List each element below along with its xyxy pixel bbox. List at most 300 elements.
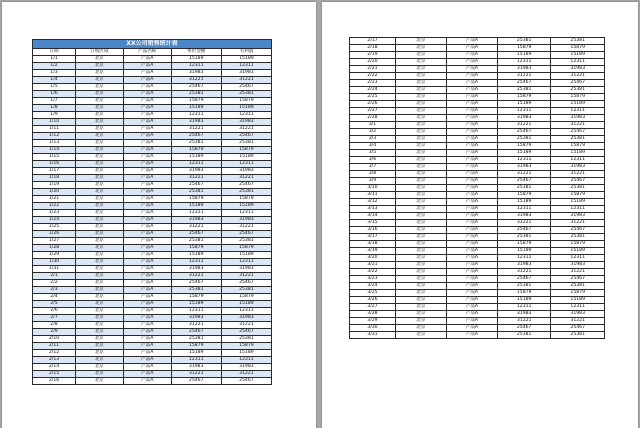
cell-product: 产品A bbox=[123, 378, 171, 385]
cell-unit-amount: 31221 bbox=[171, 175, 221, 182]
cell-unit-amount: 25381 bbox=[497, 136, 551, 143]
cell-region: 北京 bbox=[395, 38, 446, 45]
cell-product: 产品A bbox=[123, 119, 171, 126]
cell-gross-profit: 15879 bbox=[221, 147, 271, 154]
cell-gross-profit: 15189 bbox=[221, 301, 271, 308]
table-row bbox=[33, 196, 272, 203]
cell-gross-profit: 31221 bbox=[551, 122, 605, 129]
cell-product: 产品A bbox=[446, 234, 497, 241]
cell-gross-profit: 15189 bbox=[551, 101, 605, 108]
cell-region: 北京 bbox=[76, 140, 124, 147]
cell-date: 1/26 bbox=[33, 231, 76, 238]
cell-region: 北京 bbox=[76, 56, 124, 63]
cell-date: 2/8 bbox=[33, 322, 76, 329]
cell-date: 2/6 bbox=[33, 308, 76, 315]
cell-unit-amount: 25467 bbox=[171, 231, 221, 238]
cell-region: 北京 bbox=[76, 196, 124, 203]
cell-gross-profit: 31221 bbox=[551, 220, 605, 227]
table-row bbox=[350, 45, 605, 52]
cell-region: 北京 bbox=[76, 203, 124, 210]
cell-gross-profit: 15879 bbox=[551, 241, 605, 248]
cell-gross-profit: 31983 bbox=[221, 364, 271, 371]
cell-region: 北京 bbox=[76, 70, 124, 77]
cell-gross-profit: 31983 bbox=[221, 70, 271, 77]
table-row bbox=[33, 259, 272, 266]
cell-region: 北京 bbox=[76, 378, 124, 385]
cell-gross-profit: 15879 bbox=[221, 98, 271, 105]
cell-product: 产品A bbox=[446, 269, 497, 276]
cell-date: 3/17 bbox=[350, 234, 396, 241]
cell-gross-profit: 15189 bbox=[551, 150, 605, 157]
cell-gross-profit: 15189 bbox=[221, 252, 271, 259]
cell-region: 北京 bbox=[76, 119, 124, 126]
table-row bbox=[350, 227, 605, 234]
cell-product: 产品A bbox=[446, 122, 497, 129]
cell-date: 3/24 bbox=[350, 283, 396, 290]
cell-product: 产品A bbox=[446, 136, 497, 143]
cell-unit-amount: 25467 bbox=[171, 280, 221, 287]
cell-gross-profit: 15189 bbox=[551, 248, 605, 255]
cell-product: 产品A bbox=[123, 98, 171, 105]
cell-unit-amount: 12311 bbox=[171, 357, 221, 364]
cell-region: 北京 bbox=[395, 297, 446, 304]
table-row bbox=[350, 59, 605, 66]
cell-gross-profit: 31983 bbox=[221, 168, 271, 175]
cell-date: 2/28 bbox=[350, 115, 396, 122]
cell-product: 产品A bbox=[123, 189, 171, 196]
cell-region: 北京 bbox=[395, 262, 446, 269]
cell-region: 北京 bbox=[395, 213, 446, 220]
table-row bbox=[33, 245, 272, 252]
cell-region: 北京 bbox=[76, 343, 124, 350]
cell-product: 产品A bbox=[446, 199, 497, 206]
cell-gross-profit: 31983 bbox=[551, 66, 605, 73]
cell-gross-profit: 15189 bbox=[221, 105, 271, 112]
table-row bbox=[350, 297, 605, 304]
cell-gross-profit: 25467 bbox=[551, 129, 605, 136]
cell-date: 3/6 bbox=[350, 157, 396, 164]
cell-unit-amount: 31221 bbox=[171, 322, 221, 329]
cell-product: 产品A bbox=[123, 294, 171, 301]
cell-region: 北京 bbox=[76, 112, 124, 119]
cell-gross-profit: 12311 bbox=[551, 59, 605, 66]
cell-product: 产品A bbox=[446, 178, 497, 185]
header-row bbox=[33, 49, 272, 56]
cell-region: 北京 bbox=[76, 350, 124, 357]
cell-product: 产品A bbox=[123, 224, 171, 231]
cell-region: 北京 bbox=[395, 108, 446, 115]
table-row bbox=[350, 73, 605, 80]
table-row bbox=[33, 343, 272, 350]
print-page-2 bbox=[322, 2, 638, 428]
cell-unit-amount: 15879 bbox=[171, 196, 221, 203]
cell-product: 产品A bbox=[123, 371, 171, 378]
cell-region: 北京 bbox=[76, 336, 124, 343]
cell-date: 3/26 bbox=[350, 297, 396, 304]
cell-region: 北京 bbox=[76, 147, 124, 154]
cell-date: 3/5 bbox=[350, 150, 396, 157]
cell-unit-amount: 31221 bbox=[497, 269, 551, 276]
table-row bbox=[350, 136, 605, 143]
cell-region: 北京 bbox=[76, 105, 124, 112]
cell-region: 北京 bbox=[395, 276, 446, 283]
cell-gross-profit: 15879 bbox=[221, 343, 271, 350]
cell-product: 产品A bbox=[123, 182, 171, 189]
cell-product: 产品A bbox=[446, 150, 497, 157]
cell-product: 产品A bbox=[123, 315, 171, 322]
cell-date: 2/18 bbox=[350, 45, 396, 52]
cell-date: 2/23 bbox=[350, 80, 396, 87]
cell-region: 北京 bbox=[76, 231, 124, 238]
table-row bbox=[350, 66, 605, 73]
cell-product: 产品A bbox=[446, 192, 497, 199]
table-row bbox=[350, 255, 605, 262]
cell-gross-profit: 15189 bbox=[551, 52, 605, 59]
cell-unit-amount: 12311 bbox=[171, 259, 221, 266]
cell-gross-profit: 12311 bbox=[221, 161, 271, 168]
cell-unit-amount: 15189 bbox=[497, 199, 551, 206]
table-row bbox=[33, 154, 272, 161]
cell-unit-amount: 12311 bbox=[497, 108, 551, 115]
cell-date: 3/29 bbox=[350, 318, 396, 325]
cell-product: 产品A bbox=[446, 87, 497, 94]
table-row bbox=[350, 192, 605, 199]
cell-region: 北京 bbox=[76, 217, 124, 224]
cell-date: 3/8 bbox=[350, 171, 396, 178]
cell-gross-profit: 25467 bbox=[551, 276, 605, 283]
cell-region: 北京 bbox=[76, 266, 124, 273]
cell-gross-profit: 12311 bbox=[221, 63, 271, 70]
cell-region: 北京 bbox=[395, 199, 446, 206]
table-row bbox=[33, 147, 272, 154]
cell-unit-amount: 25381 bbox=[171, 91, 221, 98]
cell-date: 1/15 bbox=[33, 154, 76, 161]
cell-region: 北京 bbox=[395, 115, 446, 122]
cell-unit-amount: 15189 bbox=[497, 101, 551, 108]
table-row bbox=[350, 311, 605, 318]
cell-product: 产品A bbox=[123, 112, 171, 119]
cell-gross-profit: 25381 bbox=[221, 238, 271, 245]
cell-date: 3/11 bbox=[350, 192, 396, 199]
cell-region: 北京 bbox=[395, 80, 446, 87]
cell-gross-profit: 12311 bbox=[551, 255, 605, 262]
cell-gross-profit: 31983 bbox=[221, 217, 271, 224]
table-row bbox=[350, 171, 605, 178]
cell-product: 产品A bbox=[123, 133, 171, 140]
cell-gross-profit: 15879 bbox=[221, 196, 271, 203]
table-row bbox=[33, 287, 272, 294]
cell-date: 1/7 bbox=[33, 98, 76, 105]
cell-date: 1/6 bbox=[33, 91, 76, 98]
cell-unit-amount: 25381 bbox=[171, 238, 221, 245]
table-row bbox=[350, 38, 605, 45]
cell-unit-amount: 25381 bbox=[497, 332, 551, 339]
cell-date: 1/27 bbox=[33, 238, 76, 245]
cell-product: 产品A bbox=[123, 252, 171, 259]
cell-region: 北京 bbox=[76, 315, 124, 322]
cell-date: 2/5 bbox=[33, 301, 76, 308]
table-row bbox=[350, 185, 605, 192]
cell-region: 北京 bbox=[395, 290, 446, 297]
cell-gross-profit: 15189 bbox=[221, 56, 271, 63]
table-row bbox=[350, 318, 605, 325]
cell-unit-amount: 31221 bbox=[171, 273, 221, 280]
cell-unit-amount: 25467 bbox=[171, 182, 221, 189]
cell-product: 产品A bbox=[123, 245, 171, 252]
cell-product: 产品A bbox=[446, 157, 497, 164]
cell-unit-amount: 15189 bbox=[171, 154, 221, 161]
table-row bbox=[350, 143, 605, 150]
cell-product: 产品A bbox=[446, 332, 497, 339]
cell-gross-profit: 25381 bbox=[551, 283, 605, 290]
cell-unit-amount: 15189 bbox=[497, 52, 551, 59]
cell-region: 北京 bbox=[395, 255, 446, 262]
table-row bbox=[33, 217, 272, 224]
cell-region: 北京 bbox=[395, 178, 446, 185]
cell-region: 北京 bbox=[76, 63, 124, 70]
table-row bbox=[33, 294, 272, 301]
table-row bbox=[33, 126, 272, 133]
cell-product: 产品A bbox=[123, 140, 171, 147]
table-title: XX公司销售统计表 bbox=[33, 40, 272, 49]
cell-region: 北京 bbox=[76, 308, 124, 315]
header-gross-profit: 毛利润 bbox=[221, 49, 271, 56]
cell-region: 北京 bbox=[395, 129, 446, 136]
cell-date: 2/13 bbox=[33, 357, 76, 364]
table-row bbox=[350, 122, 605, 129]
cell-date: 2/22 bbox=[350, 73, 396, 80]
cell-unit-amount: 12311 bbox=[497, 157, 551, 164]
cell-gross-profit: 31221 bbox=[221, 273, 271, 280]
cell-date: 1/14 bbox=[33, 147, 76, 154]
table-row bbox=[350, 164, 605, 171]
cell-date: 1/29 bbox=[33, 252, 76, 259]
cell-product: 产品A bbox=[123, 105, 171, 112]
cell-date: 3/21 bbox=[350, 262, 396, 269]
cell-region: 北京 bbox=[395, 311, 446, 318]
cell-region: 北京 bbox=[395, 269, 446, 276]
table-row bbox=[350, 115, 605, 122]
cell-date: 3/30 bbox=[350, 325, 396, 332]
table-row bbox=[33, 315, 272, 322]
cell-unit-amount: 25381 bbox=[171, 140, 221, 147]
cell-unit-amount: 31221 bbox=[171, 126, 221, 133]
cell-region: 北京 bbox=[395, 150, 446, 157]
cell-unit-amount: 12311 bbox=[497, 59, 551, 66]
cell-product: 产品A bbox=[123, 336, 171, 343]
cell-unit-amount: 15189 bbox=[171, 301, 221, 308]
cell-date: 1/16 bbox=[33, 161, 76, 168]
cell-unit-amount: 15189 bbox=[497, 297, 551, 304]
cell-product: 产品A bbox=[123, 364, 171, 371]
cell-gross-profit: 12311 bbox=[221, 259, 271, 266]
cell-unit-amount: 25467 bbox=[171, 378, 221, 385]
cell-unit-amount: 25381 bbox=[497, 87, 551, 94]
cell-product: 产品A bbox=[123, 301, 171, 308]
cell-unit-amount: 25467 bbox=[497, 325, 551, 332]
cell-unit-amount: 12311 bbox=[171, 308, 221, 315]
cell-unit-amount: 25381 bbox=[497, 283, 551, 290]
cell-region: 北京 bbox=[76, 252, 124, 259]
cell-region: 北京 bbox=[76, 224, 124, 231]
cell-gross-profit: 25467 bbox=[221, 378, 271, 385]
cell-region: 北京 bbox=[395, 136, 446, 143]
cell-date: 2/20 bbox=[350, 59, 396, 66]
cell-region: 北京 bbox=[76, 91, 124, 98]
table-row bbox=[33, 378, 272, 385]
cell-gross-profit: 31983 bbox=[551, 164, 605, 171]
table-row bbox=[350, 283, 605, 290]
cell-unit-amount: 25381 bbox=[171, 189, 221, 196]
cell-unit-amount: 31221 bbox=[171, 371, 221, 378]
cell-unit-amount: 15879 bbox=[497, 143, 551, 150]
cell-unit-amount: 25381 bbox=[171, 336, 221, 343]
cell-region: 北京 bbox=[76, 175, 124, 182]
sales-table-page-2 bbox=[349, 37, 605, 339]
cell-unit-amount: 25381 bbox=[497, 185, 551, 192]
cell-gross-profit: 31221 bbox=[221, 322, 271, 329]
cell-region: 北京 bbox=[76, 161, 124, 168]
cell-unit-amount: 31221 bbox=[497, 318, 551, 325]
cell-product: 产品A bbox=[123, 357, 171, 364]
cell-product: 产品A bbox=[123, 168, 171, 175]
table-row bbox=[350, 94, 605, 101]
cell-product: 产品A bbox=[123, 329, 171, 336]
cell-gross-profit: 25381 bbox=[551, 87, 605, 94]
cell-product: 产品A bbox=[446, 66, 497, 73]
cell-gross-profit: 25381 bbox=[221, 91, 271, 98]
cell-gross-profit: 12311 bbox=[551, 304, 605, 311]
cell-region: 北京 bbox=[76, 245, 124, 252]
cell-unit-amount: 25467 bbox=[497, 80, 551, 87]
cell-region: 北京 bbox=[395, 283, 446, 290]
cell-unit-amount: 25467 bbox=[497, 178, 551, 185]
cell-gross-profit: 31983 bbox=[551, 311, 605, 318]
cell-region: 北京 bbox=[395, 94, 446, 101]
cell-gross-profit: 25467 bbox=[221, 329, 271, 336]
cell-date: 1/13 bbox=[33, 140, 76, 147]
cell-product: 产品A bbox=[446, 171, 497, 178]
cell-gross-profit: 25381 bbox=[551, 136, 605, 143]
table-row bbox=[33, 322, 272, 329]
table-row bbox=[350, 150, 605, 157]
cell-date: 1/17 bbox=[33, 168, 76, 175]
cell-date: 1/9 bbox=[33, 112, 76, 119]
cell-date: 2/15 bbox=[33, 371, 76, 378]
cell-date: 1/20 bbox=[33, 189, 76, 196]
cell-date: 3/14 bbox=[350, 213, 396, 220]
cell-product: 产品A bbox=[123, 266, 171, 273]
cell-unit-amount: 12311 bbox=[171, 63, 221, 70]
cell-region: 北京 bbox=[395, 248, 446, 255]
cell-gross-profit: 12311 bbox=[551, 157, 605, 164]
cell-product: 产品A bbox=[123, 322, 171, 329]
cell-unit-amount: 12311 bbox=[497, 304, 551, 311]
cell-unit-amount: 12311 bbox=[497, 206, 551, 213]
cell-product: 产品A bbox=[123, 77, 171, 84]
header-date: 日期 bbox=[33, 49, 76, 56]
cell-product: 产品A bbox=[123, 175, 171, 182]
cell-gross-profit: 31221 bbox=[551, 73, 605, 80]
cell-region: 北京 bbox=[76, 84, 124, 91]
cell-product: 产品A bbox=[123, 273, 171, 280]
cell-unit-amount: 12311 bbox=[497, 255, 551, 262]
table-row bbox=[33, 224, 272, 231]
cell-date: 2/17 bbox=[350, 38, 396, 45]
cell-region: 北京 bbox=[395, 164, 446, 171]
cell-region: 北京 bbox=[76, 126, 124, 133]
cell-unit-amount: 31983 bbox=[171, 70, 221, 77]
cell-product: 产品A bbox=[123, 91, 171, 98]
cell-gross-profit: 12311 bbox=[221, 112, 271, 119]
cell-gross-profit: 12311 bbox=[221, 210, 271, 217]
cell-region: 北京 bbox=[76, 77, 124, 84]
cell-date: 2/10 bbox=[33, 336, 76, 343]
cell-region: 北京 bbox=[395, 157, 446, 164]
cell-unit-amount: 31983 bbox=[497, 262, 551, 269]
table-row bbox=[350, 178, 605, 185]
cell-gross-profit: 15879 bbox=[551, 45, 605, 52]
cell-region: 北京 bbox=[76, 301, 124, 308]
cell-unit-amount: 31983 bbox=[497, 164, 551, 171]
cell-date: 2/9 bbox=[33, 329, 76, 336]
cell-gross-profit: 15189 bbox=[221, 154, 271, 161]
cell-unit-amount: 15189 bbox=[171, 350, 221, 357]
table-row bbox=[33, 238, 272, 245]
cell-region: 北京 bbox=[395, 52, 446, 59]
table-row bbox=[33, 182, 272, 189]
cell-product: 产品A bbox=[446, 262, 497, 269]
cell-product: 产品A bbox=[123, 70, 171, 77]
cell-date: 3/28 bbox=[350, 311, 396, 318]
cell-region: 北京 bbox=[76, 273, 124, 280]
cell-gross-profit: 25467 bbox=[551, 325, 605, 332]
cell-product: 产品A bbox=[123, 231, 171, 238]
cell-product: 产品A bbox=[446, 304, 497, 311]
table-row bbox=[33, 91, 272, 98]
cell-product: 产品A bbox=[446, 220, 497, 227]
cell-date: 1/3 bbox=[33, 70, 76, 77]
cell-date: 1/11 bbox=[33, 126, 76, 133]
cell-unit-amount: 31983 bbox=[171, 119, 221, 126]
cell-date: 3/18 bbox=[350, 241, 396, 248]
cell-product: 产品A bbox=[123, 196, 171, 203]
cell-gross-profit: 25381 bbox=[221, 189, 271, 196]
cell-date: 1/31 bbox=[33, 266, 76, 273]
cell-date: 1/25 bbox=[33, 224, 76, 231]
cell-unit-amount: 25467 bbox=[171, 84, 221, 91]
cell-unit-amount: 25467 bbox=[171, 329, 221, 336]
cell-unit-amount: 31983 bbox=[171, 266, 221, 273]
cell-gross-profit: 31221 bbox=[221, 126, 271, 133]
cell-date: 1/23 bbox=[33, 210, 76, 217]
cell-region: 北京 bbox=[395, 122, 446, 129]
cell-gross-profit: 31983 bbox=[221, 119, 271, 126]
cell-unit-amount: 25467 bbox=[497, 276, 551, 283]
cell-unit-amount: 31983 bbox=[171, 364, 221, 371]
cell-unit-amount: 12311 bbox=[171, 161, 221, 168]
cell-gross-profit: 15189 bbox=[551, 199, 605, 206]
cell-unit-amount: 15879 bbox=[497, 290, 551, 297]
cell-date: 3/19 bbox=[350, 248, 396, 255]
table-row bbox=[350, 80, 605, 87]
cell-region: 北京 bbox=[395, 73, 446, 80]
table-row bbox=[33, 371, 272, 378]
cell-date: 1/2 bbox=[33, 63, 76, 70]
cell-gross-profit: 31221 bbox=[551, 171, 605, 178]
cell-product: 产品A bbox=[123, 308, 171, 315]
cell-product: 产品A bbox=[446, 276, 497, 283]
